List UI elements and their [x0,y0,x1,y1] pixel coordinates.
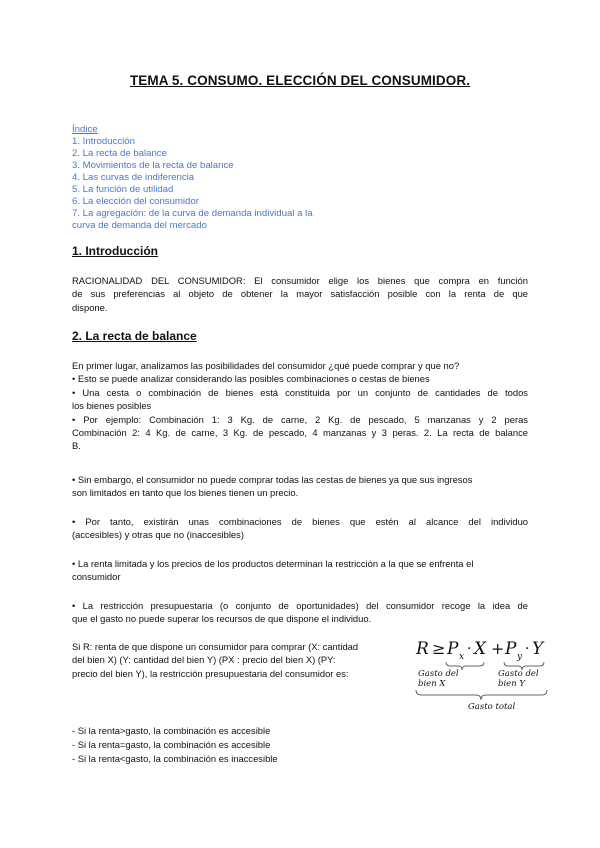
paragraph-line: • Por tanto, existirán unas combinaciones de bienes que estén al alcance del individuo [72,516,528,527]
paragraph-line: son limitados en tanto que los bienes tienen un precio. [72,487,299,499]
paragraph-line: B. [72,440,81,452]
paragraph-line: dispone. [72,301,108,313]
section-heading-recta-balance: 2. La recta de balance [72,329,197,343]
paragraph-line: • Por ejemplo: Combinación 1: 3 Kg. de carne, 2 Kg. de pescado, 5 manzanas y 2 peras [72,413,528,425]
formula-geq: ≥ [432,639,446,658]
gasto-total-label: Gasto total [468,702,516,712]
formula-X: X [474,639,487,659]
formula-dot: · [467,641,472,657]
paragraph-restriccion [72,599,528,626]
paragraph-posibilidades [72,359,528,453]
table-of-contents [72,124,332,232]
paragraph-line: • La restricción presupuestaria (o conjunto de oportunidades) del consumidor recoge la idea de [72,600,528,611]
list-item: - Si la renta=gasto, la combinación es accesible [72,739,271,750]
paragraph-line: Combinación 2: 4 Kg. de carne, 3 Kg. de pescado, 4 manzanas y 3 peras. 2. La recta de balance [72,427,528,439]
gasto-x-label: bien X [418,679,446,689]
formula-plus: + [491,639,505,658]
list-item: - Si la renta<gasto, la combinación es inaccesible [72,753,278,764]
paragraph-line: En primer lugar, analizamos las posibilidades del consumidor ¿qué puede comprar y que no? [72,360,460,371]
formula-subscript-x: x [459,652,465,662]
paragraph-line: • Sin embargo, el consumidor no puede comprar todas las cestas de bienes ya que sus ingresos [72,474,473,485]
paragraph-renta-limitada [72,557,528,584]
toc-item[interactable]: 1. Introducción [72,136,135,147]
brace-gasto-total [416,690,547,700]
paragraph-definiciones [72,640,412,680]
paragraph-por-tanto [72,515,528,542]
formula-R: R [416,639,429,659]
paragraph-line: • Una cesta o combinación de bienes está constituida por un conjunto de cantidades de todos [72,386,528,398]
toc-item[interactable]: 2. La recta de balance [72,148,167,159]
list-item: - Si la renta>gasto, la combinación es accesible [72,725,271,736]
paragraph-racionalidad [72,274,528,314]
toc-item[interactable]: curva de demanda del mercado [72,220,207,231]
formula-Y: Y [532,639,544,659]
paragraph-line: que el gasto no puede superar los recursos de que dispone el individuo. [72,613,372,625]
toc-item[interactable]: 4. Las curvas de indiferencia [72,172,195,183]
paragraph-line: • La renta limitada y los precios de los productos determinan la restricción a la que se enfrenta el [72,558,474,569]
gasto-y-label: Gasto del [498,669,539,679]
toc-item[interactable]: 6. La elección del consumidor [72,196,199,207]
formula-P1: P [447,639,459,659]
paragraph-line: Si R: renta de que dispone un consumidor para comprar (X: cantidad [72,641,359,652]
document-title: TEMA 5. CONSUMO. ELECCIÓN DEL CONSUMIDOR. [129,73,471,88]
conditions-list [72,724,278,766]
paragraph-line: • Esto se puede analizar considerando las posibles combinaciones o cestas de bienes [72,373,430,385]
gasto-y-label: bien Y [498,679,525,689]
paragraph-line: RACIONALIDAD DEL CONSUMIDOR: El consumidor elige los bienes que compra en función [72,275,528,286]
gasto-x-label: Gasto del [418,669,459,679]
section-heading-introduccion: 1. Introducción [72,244,159,258]
toc-heading-link[interactable]: Índice [72,124,98,135]
formula-P2: P [505,639,517,659]
toc-item[interactable]: 7. La agregación: de la curva de demanda individual a la [72,208,313,219]
formula-subscript-y: y [517,652,523,662]
paragraph-line: (accesibles) y otras que no (inaccesibles) [72,529,244,541]
budget-constraint-formula [414,636,554,716]
paragraph-line: consumidor [72,571,121,583]
paragraph-line: de sus preferencias al objeto de obtener la mayor satisfacción posible con la renta de que [72,288,528,300]
paragraph-line: precio del bien Y), la restricción presupuestaria del consumidor es: [72,667,349,679]
paragraph-line: los bienes posibles [72,400,152,412]
toc-item[interactable]: 5. La función de utilidad [72,184,174,195]
paragraph-line: del bien X) (Y: cantidad del bien Y) (PX : precio del bien X) (PY: [72,654,336,666]
paragraph-sin-embargo [72,473,528,500]
toc-item[interactable]: 3. Movimientos de la recta de balance [72,160,234,171]
formula-dot: · [525,641,530,657]
